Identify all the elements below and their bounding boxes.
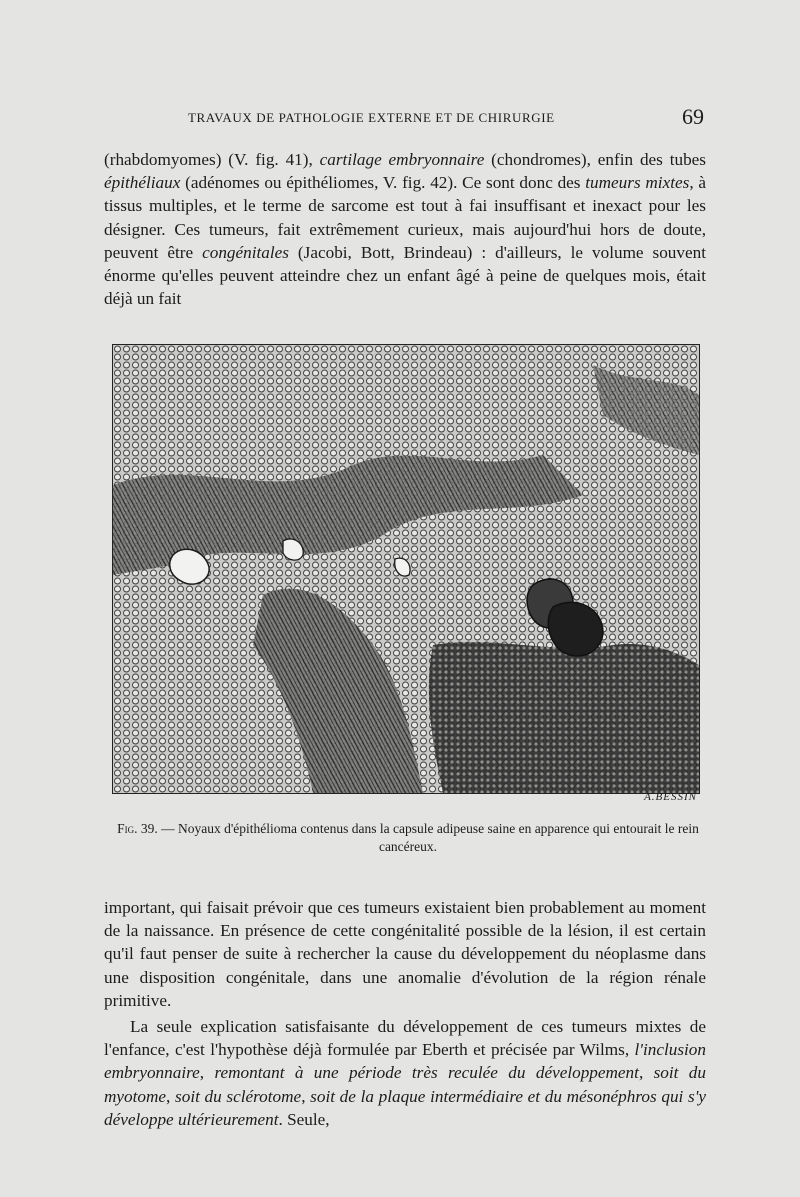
caption-label: Fig. 39.: [117, 821, 158, 836]
p1-text: (adénomes ou épithéliomes, V. fig. 42). Ce sont donc des: [180, 173, 586, 193]
histology-figure: [112, 344, 700, 803]
p3-text: . Seule,: [278, 1109, 330, 1129]
artist-signature: A.BESSIN: [644, 791, 697, 803]
p1-italic-epitheliaux: épithéliaux: [104, 173, 181, 193]
p3-italic: l'inclusion embryonnaire: [104, 1040, 706, 1083]
p3-text: ,: [199, 1063, 215, 1083]
p1-text: , à tissus multiples, et le terme de sarcome est tout à fai insuffisant et inexact pour les désigner. Ces tumeurs, fait extrêmement curieux, mais aujourd'hui hors de doute, peuvent être: [104, 173, 706, 262]
running-header: [104, 104, 704, 134]
running-title: TRAVAUX DE PATHOLOGIE EXTERNE ET DE CHIRURGIE: [188, 110, 555, 125]
paragraph-3: [104, 1015, 706, 1131]
p3-text: ,: [166, 1086, 176, 1106]
p3-text: ,: [638, 1063, 654, 1083]
p1-italic-tumeurs-mixtes: tumeurs mixtes: [585, 173, 690, 193]
p3-italic: soit du sclérotome: [175, 1086, 302, 1106]
p3-italic: remontant à une période très reculée du développement: [214, 1063, 639, 1083]
p3-italic: soit du myotome: [104, 1063, 706, 1106]
p3-text: ,: [301, 1086, 311, 1106]
histology-engraving: [113, 345, 699, 793]
p1-text: (chondromes), enfin des tubes: [484, 150, 706, 169]
p1-italic-cartilage: cartilage embryonnaire: [319, 150, 485, 169]
page-number: 69: [682, 104, 704, 129]
p3-text: La seule explication satisfaisante du développement de ces tumeurs mixtes de l'enfance, c'est l'hypothèse déjà formulée par Eberth et précisée par Wilms,: [104, 1017, 706, 1060]
p3-italic: soit de la plaque intermédiaire et du mésonéphros qui s'y développe ultérieurement: [104, 1086, 707, 1129]
figure-caption: [108, 820, 708, 856]
paragraph-2: important, qui faisait prévoir que ces tumeurs existaient bien probablement au moment de la naissance. En présence de cette congénitalité possible de la lésion, il est certain qu'il faut penser de suite à rechercher la cause du développement du néoplasme dans une disposition congénitale, dans une anomalie d'évolution de la région rénale primitive.: [104, 898, 706, 1010]
paragraph-1: [104, 148, 706, 310]
p1-italic-congenitales: congénitales: [202, 242, 289, 262]
p1-text: (rhabdomyomes) (V. fig. 41),: [104, 150, 320, 169]
caption-text: — Noyaux d'épithélioma contenus dans la capsule adipeuse saine en apparence qui entourait le rein cancéreux.: [157, 821, 699, 854]
p1-text: (Jacobi, Bott, Brindeau) : d'ailleurs, le volume souvent énorme qu'elles peuvent atteindre chez un enfant âgé à peine de quelques mois, était déjà un fait: [104, 242, 706, 309]
